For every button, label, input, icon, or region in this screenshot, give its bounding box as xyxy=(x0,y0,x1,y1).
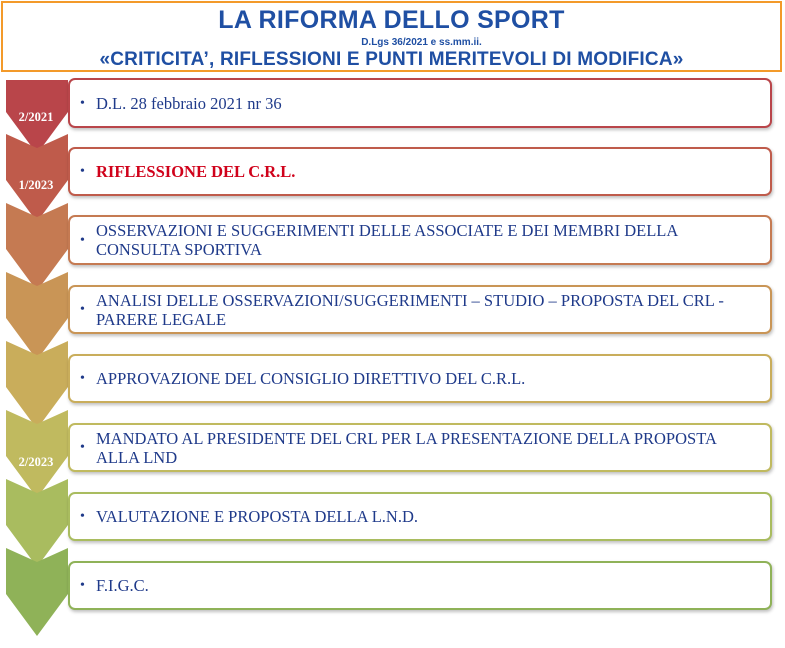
date-label-2-2023: 2/2023 xyxy=(18,455,54,469)
step-text-3: OSSERVAZIONI E SUGGERIMENTI DELLE ASSOCIATE E DEI MEMBRI DELLA CONSULTA SPORTIVA xyxy=(96,221,678,259)
step-box-6 xyxy=(68,423,772,472)
step-text-1: D.L. 28 febbraio 2021 nr 36 xyxy=(96,93,282,113)
bullet-icon: • xyxy=(80,302,85,317)
step-text-5: APPROVAZIONE DEL CONSIGLIO DIRETTIVO DEL C.R.L. xyxy=(96,369,526,388)
bullet-icon: • xyxy=(80,509,85,524)
step-box-5 xyxy=(68,354,772,403)
step-box-1 xyxy=(68,78,772,128)
step-text-4: ANALISI DELLE OSSERVAZIONI/SUGGERIMENTI – STUDIO – PROPOSTA DEL CRL - PARERE LEGALE xyxy=(96,290,724,329)
bullet-icon: • xyxy=(80,164,85,179)
bullet-icon: • xyxy=(80,440,85,455)
bullet-icon: • xyxy=(80,232,85,248)
bullet-icon: • xyxy=(80,578,85,593)
step-text-7: VALUTAZIONE E PROPOSTA DELLA L.N.D. xyxy=(96,507,419,526)
step-box-7 xyxy=(68,492,772,541)
bullet-icon: • xyxy=(80,371,85,386)
step-box-3 xyxy=(68,215,772,265)
page-tagline: «CRITICITA’, RIFLESSIONI E PUNTI MERITEVOLI DI MODIFICA» xyxy=(99,49,684,70)
step-text-6: MANDATO AL PRESIDENTE DEL CRL PER LA PRESENTAZIONE DELLA PROPOSTA ALLA LND xyxy=(96,428,716,467)
step-text-2: RIFLESSIONE DEL C.R.L. xyxy=(96,162,296,181)
step-box-2 xyxy=(68,147,772,196)
page-subtitle: D.Lgs 36/2021 e ss.mm.ii. xyxy=(361,37,482,48)
step-box-8 xyxy=(68,561,772,610)
step-box-4 xyxy=(68,285,772,334)
bullet-icon: • xyxy=(80,95,85,111)
page-title: LA RIFORMA DELLO SPORT xyxy=(218,6,565,34)
date-label-1-2023: 1/2023 xyxy=(18,178,54,192)
date-label-2-2021: 2/2021 xyxy=(18,110,54,124)
step-text-8: F.I.G.C. xyxy=(96,576,149,595)
